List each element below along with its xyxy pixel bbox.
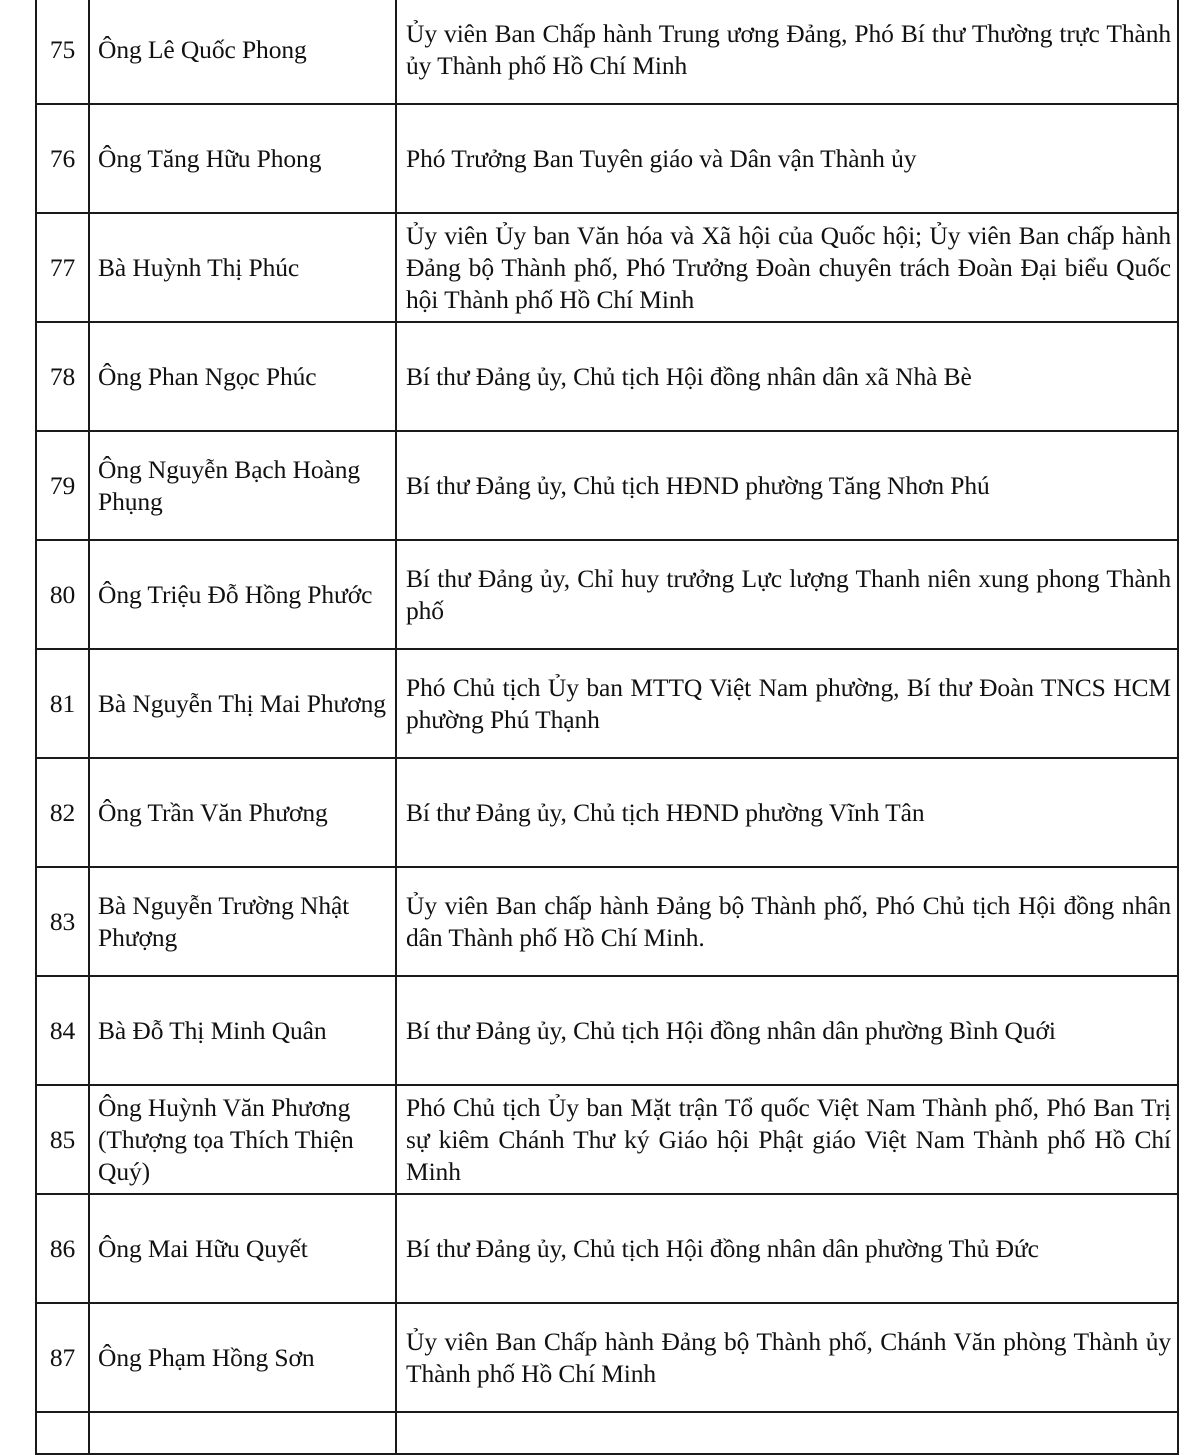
person-position: Bí thư Đảng ủy, Chủ tịch Hội đồng nhân dân phường Bình Quới	[396, 976, 1178, 1085]
person-position: Ủy viên Ban Chấp hành Trung ương Đảng, Phó Bí thư Thường trực Thành ủy Thành phố Hồ Chí Minh	[396, 0, 1178, 104]
person-name: Ông Nguyễn Bạch Hoàng Phụng	[89, 431, 396, 540]
row-number: 80	[36, 540, 89, 649]
person-position: Bí thư Đảng ủy, Chủ tịch Hội đồng nhân dân phường Thủ Đức	[396, 1194, 1178, 1303]
table-row	[36, 976, 1178, 1085]
table-row	[36, 0, 1178, 104]
person-position: Phó Chủ tịch Ủy ban MTTQ Việt Nam phường, Bí thư Đoàn TNCS HCM phường Phú Thạnh	[396, 649, 1178, 758]
table-row-cutoff	[36, 1412, 1178, 1454]
person-name: Ông Trần Văn Phương	[89, 758, 396, 867]
person-name: Ông Huỳnh Văn Phương (Thượng tọa Thích Thiện Quý)	[89, 1085, 396, 1194]
person-name: Ông Mai Hữu Quyết	[89, 1194, 396, 1303]
row-number: 82	[36, 758, 89, 867]
person-name: Bà Đỗ Thị Minh Quân	[89, 976, 396, 1085]
row-number: 87	[36, 1303, 89, 1412]
table-row	[36, 649, 1178, 758]
row-number: 84	[36, 976, 89, 1085]
person-name: Ông Tăng Hữu Phong	[89, 104, 396, 213]
row-number: 76	[36, 104, 89, 213]
row-number: 86	[36, 1194, 89, 1303]
person-name: Bà Nguyễn Thị Mai Phương	[89, 649, 396, 758]
row-number: 83	[36, 867, 89, 976]
row-number: 81	[36, 649, 89, 758]
person-position: Phó Chủ tịch Ủy ban Mặt trận Tổ quốc Việt Nam Thành phố, Phó Ban Trị sự kiêm Chánh Thư ký Giáo hội Phật giáo Việt Nam Thành phố Hồ Chí Minh	[396, 1085, 1178, 1194]
person-position: Bí thư Đảng ủy, Chỉ huy trưởng Lực lượng Thanh niên xung phong Thành phố	[396, 540, 1178, 649]
table-row	[36, 867, 1178, 976]
table-row	[36, 104, 1178, 213]
person-position: Bí thư Đảng ủy, Chủ tịch Hội đồng nhân dân xã Nhà Bè	[396, 322, 1178, 431]
table-row	[36, 1194, 1178, 1303]
person-name: Bà Huỳnh Thị Phúc	[89, 213, 396, 322]
person-position: Phó Trưởng Ban Tuyên giáo và Dân vận Thành ủy	[396, 104, 1178, 213]
table-row	[36, 1303, 1178, 1412]
person-name-empty	[89, 1412, 396, 1454]
row-number: 85	[36, 1085, 89, 1194]
table-row	[36, 213, 1178, 322]
row-number: 79	[36, 431, 89, 540]
person-position: Ủy viên Ủy ban Văn hóa và Xã hội của Quốc hội; Ủy viên Ban chấp hành Đảng bộ Thành phố, Phó Trưởng Đoàn chuyên trách Đoàn Đại biểu Quốc hội Thành phố Hồ Chí Minh	[396, 213, 1178, 322]
person-name: Ông Lê Quốc Phong	[89, 0, 396, 104]
row-number-empty	[36, 1412, 89, 1454]
person-position-empty	[396, 1412, 1178, 1454]
person-name: Ông Triệu Đỗ Hồng Phước	[89, 540, 396, 649]
table-row	[36, 1085, 1178, 1194]
table-row	[36, 758, 1178, 867]
person-name: Bà Nguyễn Trường Nhật Phượng	[89, 867, 396, 976]
row-number: 77	[36, 213, 89, 322]
table-row	[36, 540, 1178, 649]
table-row	[36, 322, 1178, 431]
person-position: Bí thư Đảng ủy, Chủ tịch HĐND phường Vĩnh Tân	[396, 758, 1178, 867]
person-name: Ông Phan Ngọc Phúc	[89, 322, 396, 431]
row-number: 78	[36, 322, 89, 431]
person-position: Ủy viên Ban Chấp hành Đảng bộ Thành phố, Chánh Văn phòng Thành ủy Thành phố Hồ Chí Minh	[396, 1303, 1178, 1412]
person-position: Ủy viên Ban chấp hành Đảng bộ Thành phố, Phó Chủ tịch Hội đồng nhân dân Thành phố Hồ Chí Minh.	[396, 867, 1178, 976]
personnel-table	[35, 0, 1179, 1455]
table-row	[36, 431, 1178, 540]
person-name: Ông Phạm Hồng Sơn	[89, 1303, 396, 1412]
person-position: Bí thư Đảng ủy, Chủ tịch HĐND phường Tăng Nhơn Phú	[396, 431, 1178, 540]
row-number: 75	[36, 0, 89, 104]
